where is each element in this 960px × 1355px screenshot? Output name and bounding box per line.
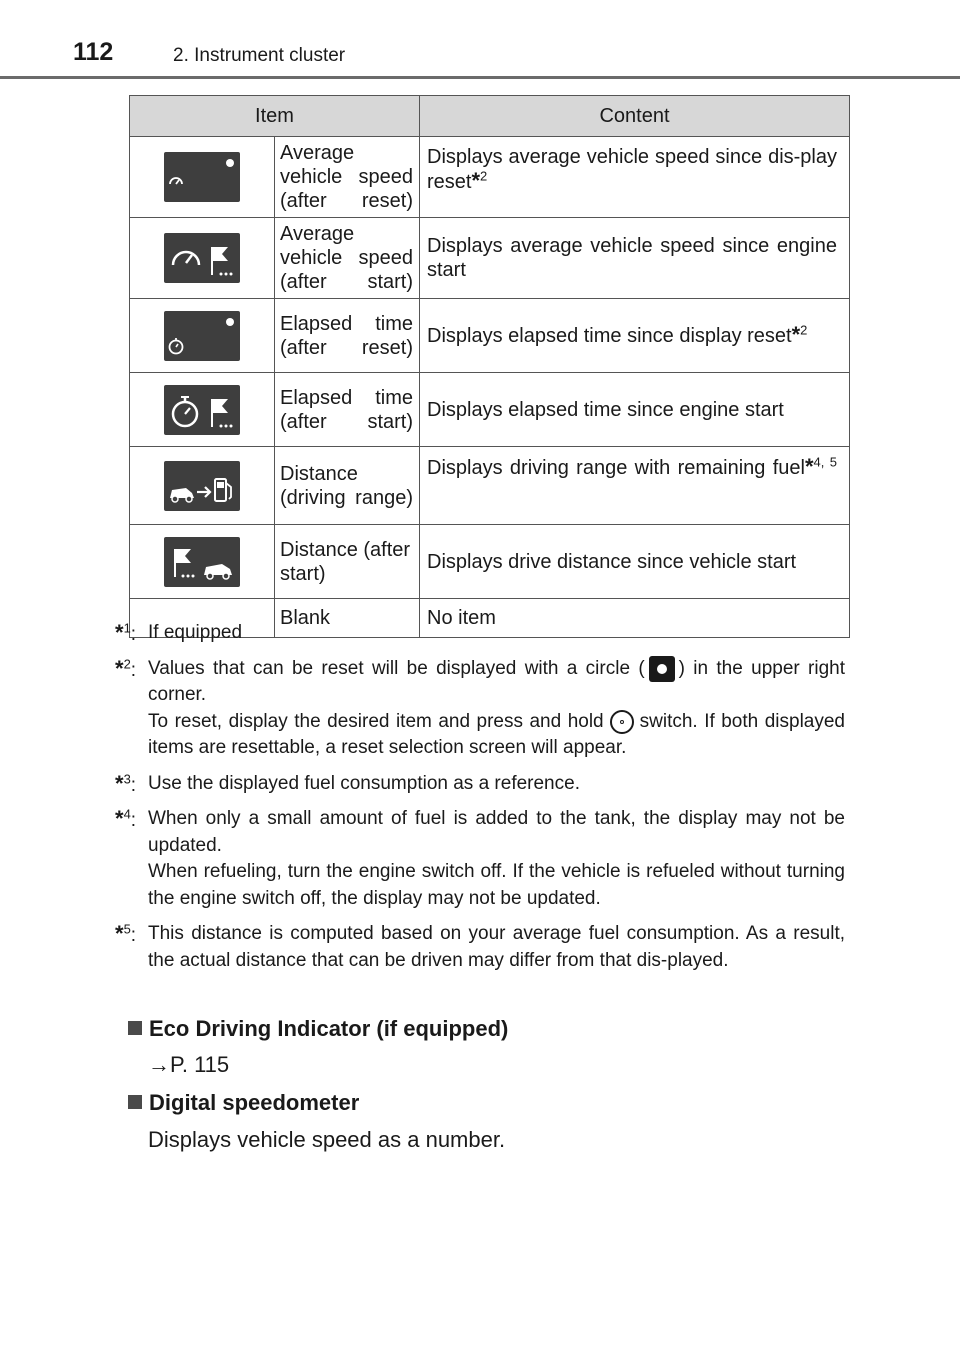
square-bullet-icon <box>128 1095 142 1109</box>
item-label: Average vehicle speed (after start) <box>275 218 420 299</box>
header-item: Item <box>130 96 420 137</box>
display-switch-icon <box>610 710 634 734</box>
distance-start-icon <box>164 537 240 587</box>
footnote-3: *$^3$: Use the displayed fuel consumption as a reference. <box>115 770 580 796</box>
page-header <box>0 0 960 80</box>
average-speed-start-icon <box>164 233 240 283</box>
driving-range-icon <box>164 461 240 511</box>
item-content: Displays average vehicle speed since dis-play reset*$^2$ <box>420 137 850 218</box>
average-speed-reset-icon <box>164 152 240 202</box>
table-row <box>130 373 850 447</box>
footnote-2: *$^2$: Values that can be reset will be displayed with a circle ( ) in the upper right corner. To reset, display the desired item and press and hold switch. If both displayed items are resettable, a reset selection screen will appear. <box>115 655 845 759</box>
item-label: Elapsed time (after reset) <box>275 299 420 373</box>
table-row <box>130 137 850 218</box>
item-label: Average vehicle speed (after reset) <box>275 137 420 218</box>
item-content: Displays elapsed time since engine start <box>420 373 850 447</box>
elapsed-time-reset-icon <box>164 311 240 361</box>
footnote-4: *$^4$: When only a small amount of fuel is added to the tank, the display may not be updated. When refueling, turn the engine switch off. If the vehicle is refueled without turning the engine switch off, the display may not be updated. <box>115 806 845 909</box>
item-content: Displays driving range with remaining fuel*$^{4, 5}$ <box>420 447 850 525</box>
chapter-title: 2. Instrument cluster <box>173 45 346 66</box>
item-label: Distance (after start) <box>275 525 420 599</box>
table-row <box>130 299 850 373</box>
section-heading-speedometer: Digital speedometer <box>128 1090 359 1116</box>
table-row <box>130 447 850 525</box>
footnote-1: *$^1$: If equipped <box>115 620 243 645</box>
table-header-row <box>130 96 850 137</box>
table-row <box>130 525 850 599</box>
reset-circle-icon <box>649 656 675 682</box>
section-body-eco: →P. 115 <box>148 1052 230 1077</box>
square-bullet-icon <box>128 1021 142 1035</box>
item-label: Elapsed time (after start) <box>275 373 420 447</box>
page-number: 112 <box>73 38 114 66</box>
elapsed-time-start-icon <box>164 385 240 435</box>
header-rule <box>0 76 960 79</box>
section-body-speedometer: Displays vehicle speed as a number. <box>148 1127 506 1152</box>
item-content: Displays drive distance since vehicle start <box>420 525 850 599</box>
section-heading-eco: Eco Driving Indicator (if equipped) <box>128 1016 508 1042</box>
footnotes <box>115 620 845 983</box>
item-content: Displays elapsed time since display reset*$^2$ <box>420 299 850 373</box>
item-content: Displays average vehicle speed since engine start <box>420 218 850 299</box>
footnote-5: *$^5$: This distance is computed based on your average fuel consumption. As a result, the actual distance that can be driven may differ from that dis-played. <box>115 921 845 971</box>
item-label: Blank <box>275 599 420 638</box>
header-content: Content <box>420 96 850 137</box>
item-label: Distance (driving range) <box>275 447 420 525</box>
item-content: No item <box>420 599 850 638</box>
table-row <box>130 218 850 299</box>
items-table <box>129 95 850 638</box>
